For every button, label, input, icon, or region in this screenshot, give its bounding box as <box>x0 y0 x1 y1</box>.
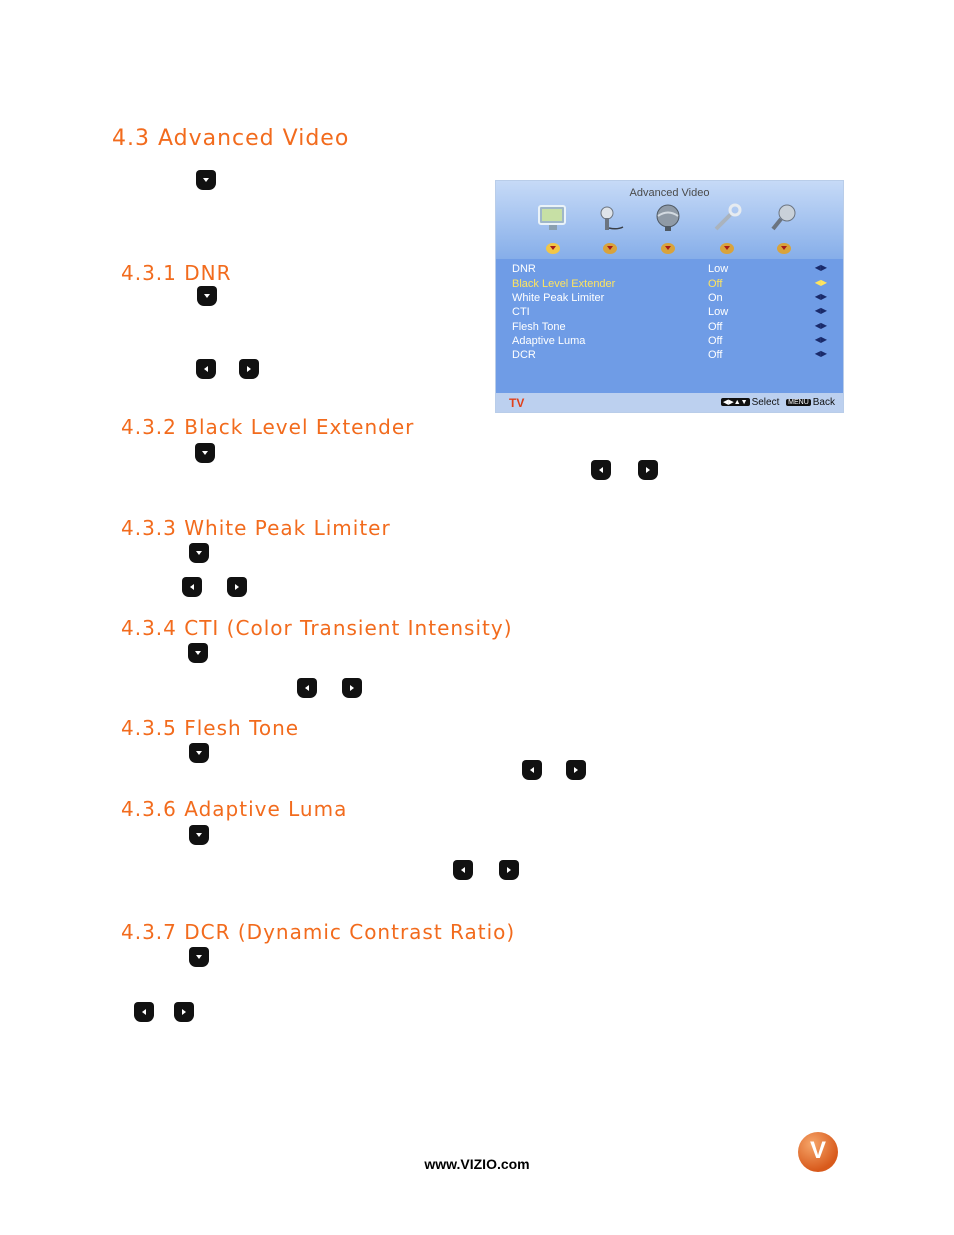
help-icon <box>767 203 801 233</box>
audio-icon <box>593 203 627 233</box>
osd-footer <box>496 393 843 412</box>
down-key-icon <box>189 825 209 845</box>
osd-tab-picture[interactable] <box>546 243 560 254</box>
osd-row-label: DCR <box>512 349 536 361</box>
right-key-icon <box>239 359 259 379</box>
osd-row-value: Low <box>708 306 729 318</box>
subsection-heading-adaptive-luma: 4.3.6 Adaptive Luma <box>121 797 348 821</box>
down-key-icon <box>189 743 209 763</box>
navigation-keys-icon: ◀▶▲▼ <box>722 399 748 406</box>
left-key-icon <box>453 860 473 880</box>
osd-row-white-peak-limiter[interactable] <box>512 292 827 306</box>
subsection-heading-black-level-extender: 4.3.2 Black Level Extender <box>121 415 415 439</box>
left-key-icon <box>591 460 611 480</box>
osd-row-black-level-extender[interactable] <box>512 278 827 292</box>
osd-row-flesh-tone[interactable] <box>512 321 827 335</box>
down-key-icon <box>196 170 216 190</box>
osd-row-dcr[interactable] <box>512 349 827 363</box>
down-key-icon <box>189 543 209 563</box>
left-right-arrows-icon: ◀▶ <box>814 306 827 315</box>
right-key-icon <box>638 460 658 480</box>
section-heading: 4.3 Advanced Video <box>112 126 350 151</box>
osd-row-label: DNR <box>512 263 536 275</box>
tv-icon <box>651 203 685 233</box>
osd-row-label: CTI <box>512 306 530 318</box>
osd-back-label: Back <box>812 397 835 408</box>
menu-key-icon: MENU <box>788 399 809 406</box>
osd-row-value: Low <box>708 263 729 275</box>
down-key-icon <box>188 643 208 663</box>
osd-row-label: Flesh Tone <box>512 321 566 333</box>
right-key-icon <box>227 577 247 597</box>
down-key-icon <box>197 286 217 306</box>
down-key-icon <box>189 947 209 967</box>
osd-tab-tv[interactable] <box>661 243 675 254</box>
subsection-heading-dnr: 4.3.1 DNR <box>121 261 232 285</box>
left-key-icon <box>196 359 216 379</box>
osd-row-dnr[interactable] <box>512 263 827 277</box>
left-right-arrows-icon: ◀▶ <box>814 321 827 330</box>
vizio-logo-letter: V <box>809 1137 826 1164</box>
down-key-icon <box>195 443 215 463</box>
osd-row-value: Off <box>708 335 723 347</box>
left-right-arrows-icon: ◀▶ <box>814 335 827 344</box>
subsection-heading-flesh-tone: 4.3.5 Flesh Tone <box>121 716 300 740</box>
osd-row-label: White Peak Limiter <box>512 292 605 304</box>
subsection-heading-dcr: 4.3.7 DCR (Dynamic Contrast Ratio) <box>121 920 516 944</box>
osd-title: Advanced Video <box>629 187 710 199</box>
vizio-logo <box>798 1132 838 1172</box>
left-key-icon <box>182 577 202 597</box>
osd-source-label: TV <box>509 396 525 410</box>
picture-icon <box>536 203 570 233</box>
osd-row-cti[interactable] <box>512 306 827 320</box>
left-key-icon <box>134 1002 154 1022</box>
left-key-icon <box>522 760 542 780</box>
right-key-icon <box>566 760 586 780</box>
osd-row-adaptive-luma[interactable] <box>512 335 827 349</box>
left-right-arrows-icon: ◀▶ <box>814 349 827 358</box>
osd-tab-help[interactable] <box>777 243 791 254</box>
osd-row-value: On <box>708 292 723 304</box>
right-key-icon <box>499 860 519 880</box>
left-right-arrows-icon: ◀▶ <box>814 263 827 272</box>
osd-row-label: Black Level Extender <box>512 278 616 290</box>
right-key-icon <box>342 678 362 698</box>
osd-row-value: Off <box>708 349 723 361</box>
tv-osd-screenshot <box>495 180 844 413</box>
subsection-heading-cti: 4.3.4 CTI (Color Transient Intensity) <box>121 616 513 640</box>
osd-header <box>496 181 843 259</box>
osd-select-label: Select <box>751 397 780 408</box>
osd-tab-audio[interactable] <box>603 243 617 254</box>
osd-row-value: Off <box>708 321 723 333</box>
left-right-arrows-icon: ◀▶ <box>814 292 827 301</box>
footer-url: www.VIZIO.com <box>424 1156 530 1172</box>
left-right-arrows-icon: ◀▶ <box>814 278 827 287</box>
osd-tab-setup[interactable] <box>720 243 734 254</box>
subsection-heading-white-peak-limiter: 4.3.3 White Peak Limiter <box>121 516 391 540</box>
osd-hint <box>721 397 835 408</box>
left-key-icon <box>297 678 317 698</box>
osd-row-value: Off <box>708 278 723 290</box>
right-key-icon <box>174 1002 194 1022</box>
osd-row-label: Adaptive Luma <box>512 335 586 347</box>
setup-icon <box>710 203 744 233</box>
